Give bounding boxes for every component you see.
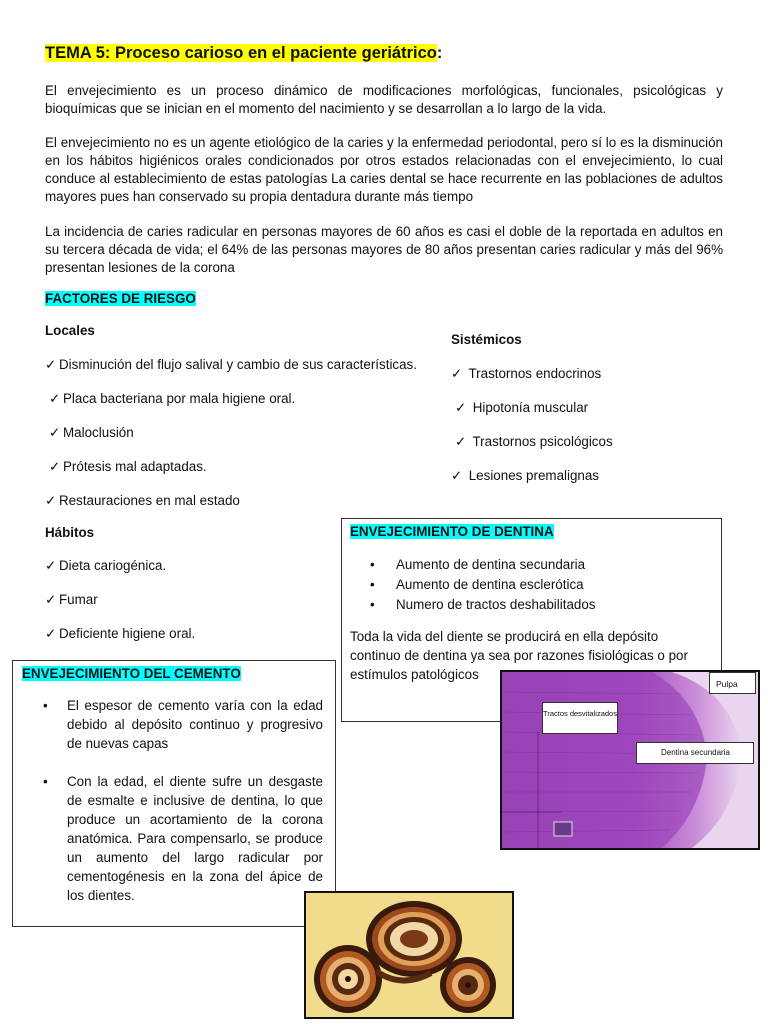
check-icon: ✓ (45, 357, 57, 372)
cement-histology-image (304, 891, 514, 1019)
label-tractos: Tractos desvitalizados (542, 702, 618, 734)
check-icon: ✓ (49, 425, 61, 440)
bullet-icon: • (43, 774, 48, 789)
page-title (45, 44, 442, 62)
intro-paragraph-1: El envejecimiento es un proceso dinámico de modificaciones morfológicas, funcionales, psicológicas y bioquímicas que se inician en el momento del nacimiento y se desarrollan a lo largo de la vida. (45, 83, 723, 116)
title-colon: : (436, 44, 443, 62)
bullet-icon: • (370, 577, 375, 592)
locales-heading: Locales (45, 323, 95, 338)
label-pulpa: Pulpa (709, 672, 756, 694)
list-item: • Aumento de dentina secundaria (370, 557, 586, 572)
title-text: TEMA 5: Proceso carioso en el paciente geriátrico (45, 44, 437, 62)
list-item: • Numero de tractos deshabilitados (370, 597, 596, 612)
risk-factors-heading: FACTORES DE RIESGO (45, 291, 196, 306)
cemento-box (12, 660, 336, 927)
habitos-item: ✓ Deficiente higiene oral. (45, 626, 196, 641)
check-icon: ✓ (45, 558, 57, 573)
locales-item: ✓ Restauraciones en mal estado (45, 493, 240, 508)
cement-rings-illustration (306, 893, 512, 1017)
sistemicos-item: ✓ Lesiones premalignas (451, 468, 599, 483)
dentina-description: Toda la vida del diente se producirá en ella depósito continuo de dentina ya sea por razones fisiológicas o por estímulos patológicos (350, 629, 688, 682)
dentina-box-heading: ENVEJECIMIENTO DE DENTINA (350, 524, 554, 539)
dentin-histology-image (500, 670, 760, 850)
bullet-icon: • (43, 698, 48, 713)
check-icon: ✓ (455, 434, 467, 449)
check-icon: ✓ (455, 400, 467, 415)
dentina-bullet-list (370, 556, 710, 616)
check-icon: ✓ (49, 391, 61, 406)
check-icon: ✓ (451, 366, 463, 381)
sistemicos-heading: Sistémicos (451, 332, 522, 347)
cemento-bullet-list (43, 696, 323, 905)
check-icon: ✓ (45, 592, 57, 607)
intro-paragraph-2: El envejecimiento no es un agente etiológico de la caries y la enfermedad periodontal, pero sí lo es la disminución en los hábitos higiénicos orales condicionados por otros estados relacionadas con el envejecimiento, lo cual conduce al establecimiento de estas patologías La caries dental se hace recurrente en las poblaciones de adultos mayores pues han conservado su propia dentadura durante más tiempo (45, 135, 723, 204)
bullet-icon: • (370, 597, 375, 612)
bullet-icon: • (370, 557, 375, 572)
sistemicos-item: ✓ Trastornos psicológicos (455, 434, 613, 449)
habitos-item: ✓ Fumar (45, 592, 98, 607)
list-item: • Aumento de dentina esclerótica (370, 577, 584, 592)
list-item: • Con la edad, el diente sufre un desgaste de esmalte e inclusive de dentina, lo que produce un acortamiento de la corona anatómica. Para compensarlo, se produce un aumento del largo radicular por cementogénesis en la zona del ápice de los dientes. (43, 774, 323, 903)
check-icon: ✓ (45, 493, 57, 508)
locales-item: ✓ Maloclusión (49, 425, 134, 440)
intro-paragraph-3: La incidencia de caries radicular en personas mayores de 60 años es casi el doble de la reportada en adultos en su tercera década de vida; el 64% de las personas mayores de 80 años presentan caries radicular y más del 96% presentan lesiones de la corona (45, 224, 723, 275)
list-item: • El espesor de cemento varía con la edad debido al depósito continuo y progresivo de nuevas capas (43, 698, 323, 751)
check-icon: ✓ (45, 626, 57, 641)
sistemicos-item: ✓ Trastornos endocrinos (451, 366, 602, 381)
cemento-box-heading: ENVEJECIMIENTO DEL CEMENTO (22, 666, 241, 681)
check-icon: ✓ (451, 468, 463, 483)
locales-item: ✓ Disminución del flujo salival y cambio de sus características. (45, 357, 417, 372)
habitos-item: ✓ Dieta cariogénica. (45, 558, 167, 573)
check-icon: ✓ (49, 459, 61, 474)
locales-item: ✓ Prótesis mal adaptadas. (49, 459, 207, 474)
locales-item: ✓ Placa bacteriana por mala higiene oral. (49, 391, 296, 406)
label-dentina-secundaria: Dentina secundaria (636, 742, 754, 764)
habitos-heading: Hábitos (45, 525, 95, 540)
sistemicos-item: ✓ Hipotonía muscular (455, 400, 589, 415)
